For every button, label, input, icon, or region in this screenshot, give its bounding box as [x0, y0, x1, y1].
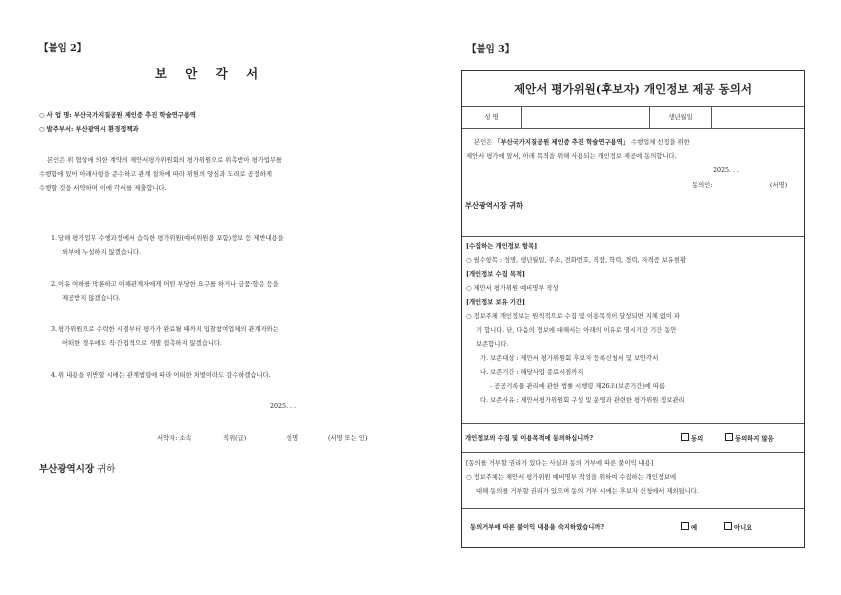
consent-recipient: 부산광역시장 귀하 — [465, 201, 524, 210]
project-title: 「부산국가지질공원 제인증 추진 학술연구용역」 — [494, 139, 629, 146]
item-line: 외부에 누설하지 않겠습니다. — [62, 249, 141, 256]
attachment-3-tag: 【붙임 3】 — [467, 44, 515, 55]
consent-date: 2025. . . — [713, 167, 740, 174]
item-line: 당해 평가업무 수행과정에서 습득한 평가위원(예비위원을 포함)정보 등 제반내용을 — [58, 235, 284, 242]
item-line: 위 내용을 위반할 시에는 관계법령에 따라 어떠한 처벌이라도 감수하겠습니다. — [58, 372, 271, 379]
signer-affiliation: 서약자: 소속 — [157, 435, 192, 442]
retention-sub-line: 가. 보존대상 : 제안서 평가위원회 후보자 등록신청서 및 보안각서 — [480, 355, 659, 362]
consent-no-option[interactable] — [725, 433, 774, 443]
item-line: 제공받지 않겠습니다. — [62, 295, 121, 302]
signer-name: 성명 — [286, 435, 299, 442]
recipient-mayor: 부산광역시장 — [39, 464, 95, 475]
checkbox-icon[interactable] — [724, 522, 732, 530]
name-birth-row — [462, 107, 804, 129]
item-number: 4. — [51, 372, 58, 379]
disadvantage-question-row — [462, 509, 804, 547]
collected-items-title: [수집하는 개인정보 항목] — [466, 243, 538, 250]
pledge-title: 보 안 각 서 — [154, 66, 266, 81]
consent-form — [461, 70, 805, 548]
consent-form-title: 제안서 평가위원(후보자) 개인정보 제공 동의서 — [462, 71, 804, 107]
consent-pre: 본인은 — [474, 139, 495, 146]
intro-line: 수행할 것을 서약하며 이에 각서를 제출합니다. — [39, 185, 167, 192]
consent-statement-section — [462, 129, 804, 237]
item-line: 어떠한 경우에도 직·간접적으로 개별 접촉하지 않겠습니다. — [62, 340, 222, 347]
disadvantage-no-option[interactable] — [724, 522, 752, 532]
refusal-notice-line: ○ 정보주체는 제안서 평가위원 예비명부 작성을 위하여 수집하는 개인정보에 — [466, 474, 677, 481]
security-pledge-page — [0, 0, 420, 595]
pledge-intro — [39, 154, 389, 196]
pledge-date: 2025. . . — [270, 403, 297, 410]
intro-line: 본인은 위 협상에 의한 계약의 제안서평가위원회의 평가위원으로 위촉받아 평가업무를 — [47, 157, 282, 164]
item-number: 3. — [51, 326, 58, 333]
retention-sub-line: 나. 보존기간 : 해당사업 종료시점까지 — [480, 369, 584, 376]
pledge-recipient — [39, 461, 115, 475]
consent-no-label: 동의하지 않음 — [735, 435, 774, 443]
retention-line: 보존합니다. — [476, 341, 509, 348]
item-number: 2. — [51, 281, 58, 288]
signer-sign: (서명 또는 인) — [328, 435, 368, 442]
item-line: 평가위원으로 수락한 시점부터 평가가 완료될 때까지 입찰참여업체의 관계자와는 — [58, 326, 279, 333]
refusal-notice — [466, 457, 802, 499]
refusal-notice-section — [462, 453, 804, 509]
name-label: 성 명 — [462, 107, 522, 129]
consent-question-row — [462, 424, 804, 453]
refusal-notice-title: [동의를 거부할 권리가 있다는 사실과 동의 거부에 따른 불이익 내용] — [466, 460, 654, 467]
consent-question: 개인정보의 수집 및 이용목적에 동의하십니까? — [465, 435, 594, 442]
consent-post: 수행업체 선정을 위한 — [629, 139, 690, 146]
retention-line: 기 합니다. 단, 다음의 정보에 대해서는 아래의 이유로 명시기간 기간 동안 — [476, 327, 677, 334]
consent-yes-label: 동의 — [691, 435, 704, 443]
consent-line-2: 제안서 평가에 앞서, 아래 목적을 위해 사용되는 개인정보 제공에 동의합니다. — [466, 153, 677, 160]
personal-info-details — [462, 237, 804, 424]
item-line: 이유 여하를 막론하고 이해관계자에게 어떤 부당한 요구를 하거나 금품·향응 등을 — [58, 281, 279, 288]
checkbox-icon[interactable] — [681, 433, 689, 441]
recipient-suffix: 귀하 — [94, 464, 116, 475]
ordering-dept-line: ○ 발주부서: 부산광역시 환경정책과 — [39, 126, 139, 133]
purpose-line: ○ 제안서 평가위원 예비명부 작성 — [466, 285, 559, 292]
disadvantage-question: 동의거부에 따른 불이익 내용을 숙지하였습니까? — [470, 524, 605, 531]
consent-statement — [466, 136, 800, 164]
disadvantage-no-label: 아니요 — [734, 524, 753, 532]
consenter-label: 동의인: — [692, 182, 713, 189]
refusal-notice-line: 대해 동의를 거부할 권리가 있으며 동의 거부 시에는 후보자 신청에서 제외됩니다. — [476, 488, 699, 495]
birth-label: 생년월일 — [650, 107, 712, 129]
disadvantage-yes-option[interactable] — [681, 522, 697, 532]
retention-sub-line: 다. 보존사유 : 제안서평가위원회 구성 및 운영과 관련한 평가위원 정보관리 — [480, 397, 685, 404]
disadvantage-yes-label: 예 — [691, 524, 698, 532]
signer-position: 직위(급) — [223, 435, 247, 442]
details-body — [466, 240, 802, 408]
purpose-title: [개인정보 수집 목적] — [466, 271, 526, 278]
attachment-2-tag: 【붙임 2】 — [39, 43, 87, 54]
checkbox-icon[interactable] — [725, 433, 733, 441]
retention-title: [개인정보 보유 기간] — [466, 299, 526, 306]
consent-yes-option[interactable] — [681, 433, 703, 443]
birth-field[interactable] — [712, 107, 804, 129]
consenter-sign: (서명) — [770, 182, 788, 189]
project-name-line: ○ 사 업 명: 부산국가지질공원 제인증 추진 학술연구용역 — [39, 112, 196, 119]
item-number: 1. — [51, 235, 58, 242]
checkbox-icon[interactable] — [681, 522, 689, 530]
intro-line: 수행함에 있어 아래사항을 준수하고 관계 절차에 따라 위원의 양심과 도리로 공정하게 — [39, 171, 272, 178]
retention-line: ○ 정보주체 개인정보는 원칙적으로 수집 및 이용목적이 달성되면 지체 없이 파 — [466, 313, 681, 320]
collected-items-line: ○ 필수항목 : 성명, 생년월일, 주소, 전화번호, 직장, 학력, 경력, 자격증 보유현황 — [466, 257, 687, 264]
name-field[interactable] — [522, 107, 650, 129]
retention-sub-line: - 공공기록물 관리에 관한 법률 시행령 제26조(보존기간)에 따름 — [490, 383, 666, 390]
